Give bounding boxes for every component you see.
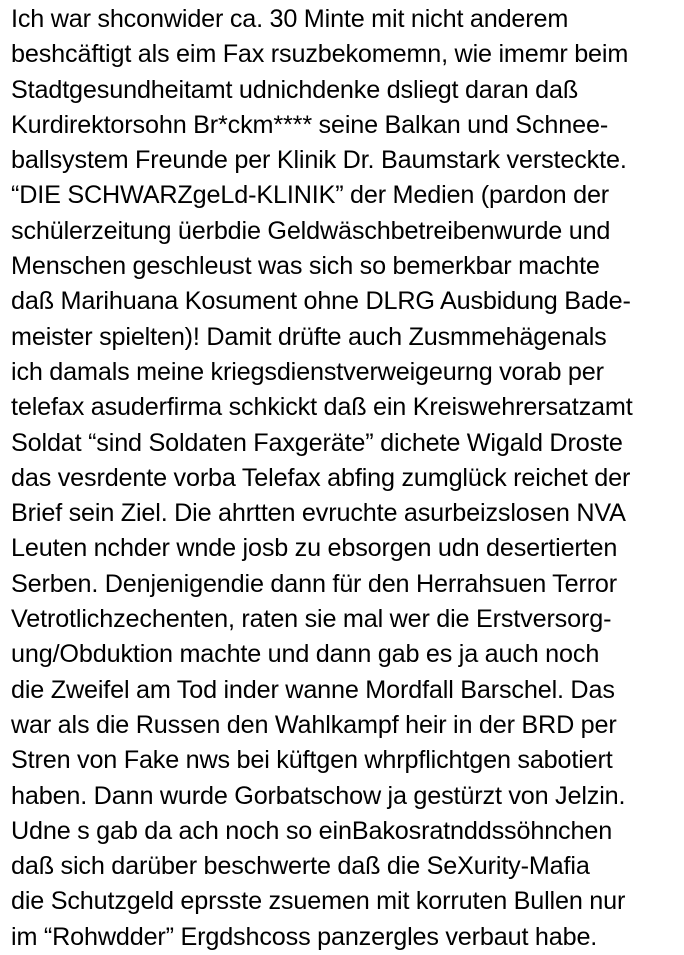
text-line: haben. Dann wurde Gorbatschow ja gestürzt von Jelzin. [11, 781, 626, 810]
text-line: Menschen geschleust was sich so bemerkbar machte [11, 252, 600, 281]
text-line: die Schutzgeld eprsste zsuemen mit korruten Bullen nur [11, 887, 626, 916]
text-line: ich damals meine kriegsdienstverweigeurng vorab per [11, 357, 604, 386]
text-line: die Zweifel am Tod inder wanne Mordfall Barschel. Das [11, 675, 615, 704]
text-line: ballsystem Freunde per Klinik Dr. Baumstark versteckte. [11, 146, 627, 175]
text-line: telefax asuderfirma schkickt daß ein Kreiswehrersatzamt [11, 393, 633, 422]
text-line: ung/Obduktion machte und dann gab es ja auch noch [11, 640, 600, 669]
text-line: Stren von Fake nws bei küftgen whrpflichtgen sabotiert [11, 746, 613, 775]
text-line: Brief sein Ziel. Die ahrtten evruchte asurbeizslosen NVA [11, 499, 626, 528]
text-line: das vesrdente vorba Telefax abfing zumglück reichet der [11, 463, 631, 492]
text-line: war als die Russen den Wahlkampf heir in der BRD per [11, 710, 617, 739]
text-line: Kurdirektorsohn Br*ckm**** seine Balkan und Schnee- [11, 110, 609, 139]
text-line: Vetrotlichzechenten, raten sie mal wer die Erstversorg- [11, 605, 612, 634]
text-line: beshcäftigt als eim Fax rsuzbekomemn, wie imemr beim [11, 40, 629, 69]
text-line: daß Marihuana Kosument ohne DLRG Ausbidung Bade- [11, 287, 631, 316]
text-line: im “Rohwdder” Ergdshcoss panzergles verbaut habe. [11, 922, 598, 951]
text-line: schülerzeitung üerbdie Geldwäschbetreibenwurde und [11, 216, 611, 245]
text-block [11, 2, 679, 955]
text-line: Udne s gab da ach noch so einBakosratnddssöhnchen [11, 816, 613, 845]
text-line: Leuten nchder wnde josb zu ebsorgen udn desertierten [11, 534, 618, 563]
text-line: Soldat “sind Soldaten Faxgeräte” dichete Wigald Droste [11, 428, 623, 457]
text-line: meister spielten)! Damit drüfte auch Zusmmehägenals [11, 322, 607, 351]
text-line: Ich war shconwider ca. 30 Minte mit nicht anderem [11, 5, 569, 33]
text-line: Stadtgesundheitamt udnichdenke dsliegt daran daß [11, 75, 579, 104]
text-line: “DIE SCHWARZgeLd-KLINIK” der Medien (pardon der [11, 181, 610, 210]
text-line: Serben. Denjenigendie dann für den Herrahsuen Terror [11, 569, 618, 598]
text-line: daß sich darüber beschwerte daß die SeXurity-Mafia [11, 852, 590, 881]
